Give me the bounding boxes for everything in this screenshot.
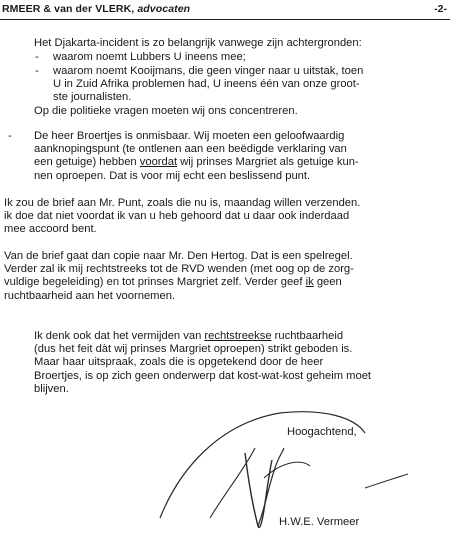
p3-line-2: ik doe dat niet voordat ik van u heb gehoord dat u daar ook inderdaad [4, 210, 350, 223]
p2-line-2: aanknopingspunt (te ontlenen aan een beëdigde verklaring van [34, 143, 347, 156]
p1-line-1: Het Djakarta-incident is zo belangrijk vanwege zijn achtergronden: [34, 37, 362, 49]
p4-line-1: Van de brief gaat dan copie naar Mr. Den Hertog. Dat is een spelregel. [4, 250, 353, 262]
p5-line-1b: ruchtbaarheid [271, 330, 344, 342]
p1-line-5-block [34, 105, 298, 118]
bullet-2-line-1: waarom noemt Kooijmans, die geen vinger naar u uitstak, toen [53, 65, 364, 77]
p2-underlined: voordat [139, 156, 178, 169]
p2-line-1: De heer Broertjes is onmisbaar. Wij moeten een geloofwaardig [34, 130, 345, 142]
p5-line-2: (dus het feit dàt wij prinses Margriet oproepen) strikt geboden is. [34, 343, 353, 356]
p4-line-3b: geen [313, 276, 342, 289]
p5-line-1 [34, 330, 371, 343]
header-rule [0, 19, 450, 20]
p5-underlined: rechtstreekse [204, 330, 272, 342]
signatory-name: H.W.E. Vermeer [279, 516, 360, 528]
p4-line-4: ruchtbaarheid aan het voornemen. [4, 289, 176, 302]
page-number: -2- [434, 3, 447, 15]
p4-line-3a: vuldige begeleiding) en tot prinses Margriet zelf. Verder geef [4, 276, 306, 289]
p1-line-5: Op die politieke vragen moeten wij ons concentreren. [34, 105, 298, 117]
closing-salutation: Hoogachtend, [287, 426, 357, 438]
p5-line-3: Maar haar uitspraak, zoals die is opgetekend door de heer [34, 356, 324, 369]
paragraph-5 [34, 330, 371, 396]
bullet-dash-2: - [35, 65, 39, 77]
bullet-2-line-2: U in Zuid Afrika problemen had, U ineens één van onze groot- [53, 78, 360, 91]
p4-line-2: Verder zal ik mij rechtstreeks tot de RVD wenden (met oog op de zorg- [4, 263, 354, 276]
p2-line-3a: een getuige) hebben [34, 156, 140, 169]
paragraph-3 [4, 197, 360, 237]
p2-line-3 [34, 156, 359, 169]
bullet-2-line-3: ste journalisten. [53, 91, 132, 104]
firm-suffix: advocaten [137, 3, 191, 15]
p5-line-5: blijven. [34, 382, 69, 395]
bullet-1 [53, 51, 246, 64]
bullet-2 [53, 65, 363, 105]
p2-line-3b: wij prinses Margriet als getuige kun- [177, 156, 359, 169]
letterhead [0, 3, 450, 19]
bullet-1-text: waarom noemt Lubbers U ineens mee; [53, 51, 246, 63]
p2-dash: - [8, 130, 12, 142]
p5-line-1a: Ik denk ook dat het vermijden van [34, 330, 205, 342]
paragraph-1 [34, 37, 362, 50]
firm-name-text: RMEER & van der VLERK, [2, 3, 135, 15]
p4-line-3 [4, 276, 354, 289]
paragraph-4 [4, 250, 354, 303]
firm-name [2, 3, 190, 15]
p5-line-4: Broertjes, is op zich geen onderwerp dat kost-wat-kost geheim moet [34, 369, 372, 382]
paragraph-2 [34, 130, 359, 183]
p4-underlined: ik [305, 276, 314, 289]
p2-line-4: nen oproepen. Dat is voor mij echt een beslissend punt. [34, 169, 311, 182]
bullet-dash-1: - [35, 51, 39, 63]
p3-line-3: mee accoord bent. [4, 223, 97, 236]
p3-line-1: Ik zou de brief aan Mr. Punt, zoals die nu is, maandag willen verzenden. [4, 197, 361, 209]
